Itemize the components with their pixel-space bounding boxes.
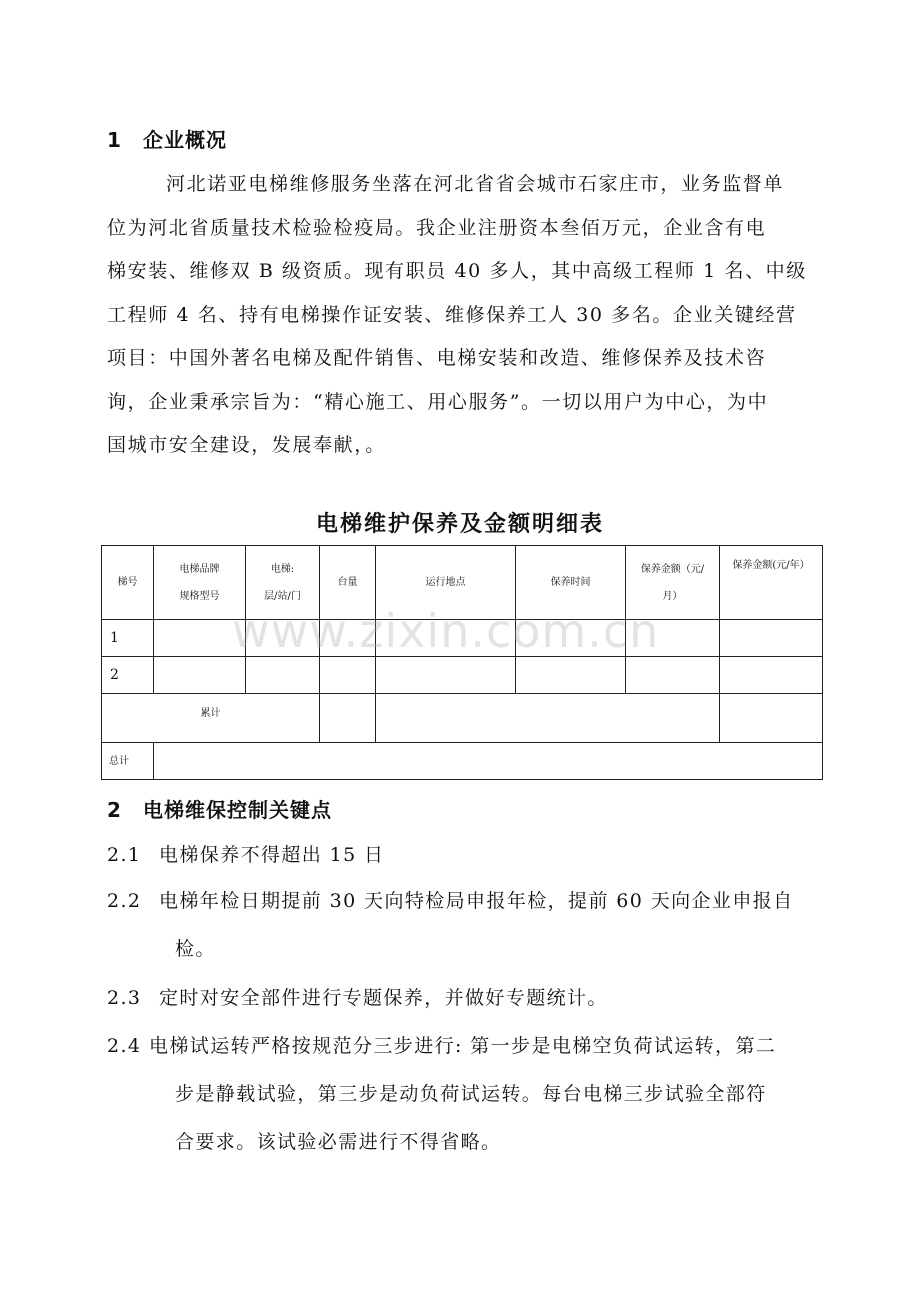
maintenance-fee-table xyxy=(101,545,823,780)
table-cell xyxy=(246,657,320,694)
item-continuation: 合要求。该试验必需进行不得省略。 xyxy=(175,1131,502,1153)
table-title: 电梯维护保养及金额明细表 xyxy=(315,512,604,537)
section-heading-1 xyxy=(107,124,227,153)
header-floors-line1: 电梯: xyxy=(270,563,295,575)
paragraph-line: 工程师 4 名、持有电梯操作证安装、维修保养工人 30 多名。企业关键经营 xyxy=(107,303,797,326)
list-item xyxy=(107,840,384,867)
table-cell xyxy=(720,657,823,694)
table-cell xyxy=(720,620,823,657)
row-number: 1 xyxy=(102,620,154,657)
row-number: 2 xyxy=(102,657,154,694)
item-number: 2.4 xyxy=(107,1035,142,1057)
table-cell xyxy=(320,657,376,694)
section-title: 电梯维保控制关键点 xyxy=(143,798,332,822)
watermark-text: www.zixin.com.cn xyxy=(232,604,660,658)
subtotal-row xyxy=(102,694,823,743)
header-count: 台量 xyxy=(320,546,376,620)
paragraph-line: 项目：中国外著名电梯及配件销售、电梯安装和改造、维修保养及技术咨 xyxy=(107,347,767,369)
table-cell xyxy=(376,657,516,694)
paragraph-line: 河北诺亚电梯维修服务坐落在河北省省会城市石家庄市，业务监督单 xyxy=(166,173,785,195)
paragraph-line: 梯安装、维修双 B 级资质。现有职员 40 多人，其中高级工程师 1 名、中级 xyxy=(107,260,807,282)
table-cell xyxy=(626,657,720,694)
table-cell xyxy=(516,657,626,694)
table-cell xyxy=(376,694,720,743)
list-item xyxy=(107,1031,776,1058)
item-text: 定时对安全部件进行专题保养，并做好专题统计。 xyxy=(159,987,608,1009)
item-text: 电梯年检日期提前 30 天向特检局申报年检，提前 60 天向企业申报自 xyxy=(159,890,794,912)
list-item xyxy=(107,886,794,913)
header-monthly-line1: 保养金额（元/ xyxy=(640,563,705,575)
table-cell xyxy=(720,694,823,743)
header-monthly-line2: 月） xyxy=(662,590,683,602)
list-item xyxy=(107,983,608,1010)
item-continuation: 步是静载试验，第三步是动负荷试运转。每台电梯三步试验全部符 xyxy=(175,1083,767,1105)
section-heading-2 xyxy=(107,794,332,823)
item-number: 2.2 xyxy=(107,890,142,912)
item-text: 电梯试运转严格按规范分三步进行: 第一步是电梯空负荷试运转，第二 xyxy=(149,1035,777,1057)
header-brand-line2: 规格型号 xyxy=(179,590,220,602)
header-floors-line2: 层/站/门 xyxy=(264,590,301,602)
table-cell xyxy=(154,743,823,780)
header-brand-line1: 电梯品牌 xyxy=(179,563,220,575)
company-overview-paragraph xyxy=(107,163,827,468)
section-number: 2 xyxy=(107,798,122,822)
paragraph-line: 询，企业秉承宗旨为：“精心施工、用心服务”。一切以用户为中心，为中 xyxy=(107,390,769,413)
subtotal-label: 累计 xyxy=(102,694,320,743)
paragraph-line: 国城市安全建设，发展奉献，。 xyxy=(107,434,386,456)
table-row xyxy=(102,657,823,694)
item-continuation: 检。 xyxy=(175,938,216,960)
header-yearly-fee: 保养金额(元/年） xyxy=(720,546,823,620)
section-title: 企业概况 xyxy=(143,128,227,152)
total-label: 总计 xyxy=(102,743,154,780)
header-time: 保养时间 xyxy=(516,546,626,620)
total-row xyxy=(102,743,823,780)
paragraph-line: 位为河北省质量技术检验检疫局。我企业注册资本叁佰万元，企业含有电 xyxy=(107,216,767,239)
item-text: 电梯保养不得超出 15 日 xyxy=(159,844,385,866)
item-number: 2.1 xyxy=(107,844,142,866)
section-number: 1 xyxy=(107,128,122,152)
header-location: 运行地点 xyxy=(376,546,516,620)
header-tihao: 梯号 xyxy=(102,546,154,620)
item-number: 2.3 xyxy=(107,987,142,1009)
table-cell xyxy=(320,694,376,743)
table-cell xyxy=(154,657,246,694)
